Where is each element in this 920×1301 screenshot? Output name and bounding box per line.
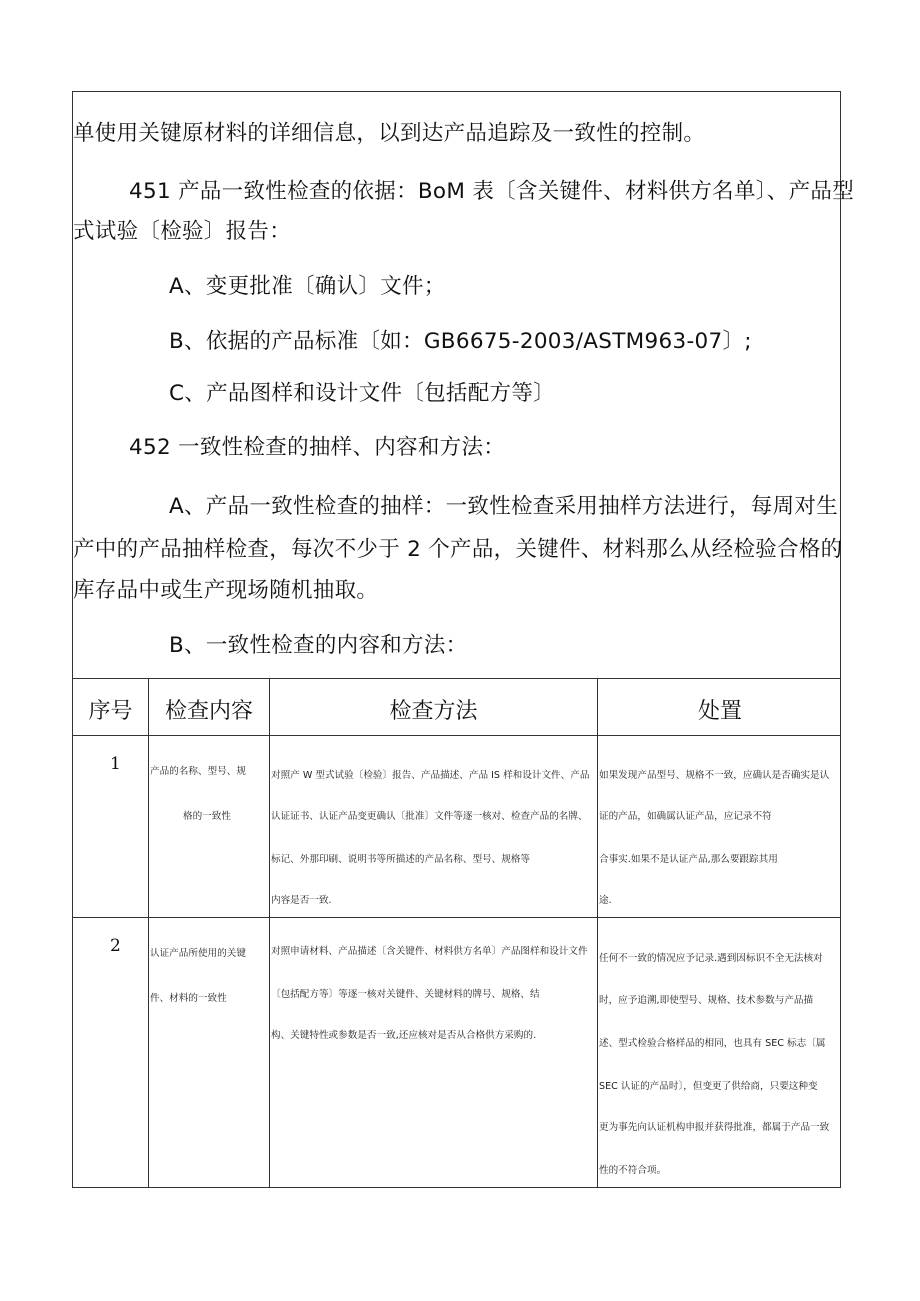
- col-divider-1: [148, 678, 149, 1188]
- row-1-action-line: 如果发现产品型号、规格不一致，应确认是否确实是认: [599, 770, 830, 781]
- row-2-content-line: 件、材料的一致性: [150, 993, 227, 1004]
- col-divider-3: [597, 678, 598, 1188]
- header-serial-number: 序号: [88, 699, 133, 724]
- row-2-action-line: 时，应予追溯,即使型号、规格、技术参数与产品描: [599, 995, 814, 1006]
- row-1-action-line: 途.: [599, 895, 612, 906]
- row-1-content-line: 产品的名称、型号、规: [150, 766, 246, 777]
- row-1-method-line: 标记、外那印刷、说明书等所描述的产品名称、型号、规格等: [271, 854, 531, 865]
- row-1-number: 1: [110, 754, 121, 774]
- row-2-method-line: 对照申请材料、产品描述〔含关键件、材料供方名单〕产品图样和设计文件: [271, 946, 588, 957]
- row-1-method-line: 对照产 W 型式试验〔检验〕报告、产品描述、产品 IS 样和设计文件、产品: [271, 770, 590, 781]
- table-header-divider: [73, 735, 840, 736]
- item-a-change-approval: A、变更批准〔确认〕文件；: [169, 274, 446, 299]
- col-divider-2: [269, 678, 270, 1188]
- row-2-method-line: 构、关键特性或参数是否一致,还应核对是否从合格供方采购的.: [271, 1030, 537, 1041]
- row-1-method-line: 认证证书、认证产品变更确认〔批准〕文件等逐一核对、检查产品的名牌、: [271, 811, 588, 822]
- header-inspection-method: 检查方法: [389, 699, 478, 724]
- body-line-3: 式试验〔检验〕报告：: [73, 219, 292, 244]
- content-method-heading: B、一致性检查的内容和方法：: [169, 633, 468, 658]
- row-1-content-line: 格的一致性: [183, 811, 231, 822]
- sampling-line-2: 产中的产品抽样检查，每次不少于 2 个产品，关键件、材料那么从经检验合格的: [73, 537, 843, 562]
- row-2-action-line: 性的不符合项。: [599, 1165, 667, 1176]
- row-2-action-line: 任何不一致的情况应予记录.遇到因标识不全无法核对: [599, 953, 823, 964]
- row-1-method-line: 内容是否一致.: [271, 895, 332, 906]
- row-2-content-line: 认证产品所使用的关键: [150, 948, 246, 959]
- sampling-line-1: A、产品一致性检查的抽样：一致性检查采用抽样方法进行，每周对生: [169, 494, 839, 519]
- sampling-line-3: 库存品中或生产现场随机抽取。: [73, 578, 379, 603]
- row-2-action-line: SEC 认证的产品时〕，但变更了供给商，只要这种变: [599, 1081, 818, 1092]
- body-line-1: 单使用关键原材料的详细信息，以到达产品追踪及一致性的控制。: [73, 121, 706, 146]
- row-1-action-line: 合事实.如果不是认证产品,那么要跟踪其用: [599, 854, 778, 865]
- header-inspection-content: 检查内容: [164, 699, 253, 724]
- table-top-border: [73, 678, 840, 679]
- document-frame: [72, 91, 855, 1188]
- section-452-heading: 452 一致性检查的抽样、内容和方法：: [129, 435, 506, 460]
- table-row-divider: [73, 917, 840, 918]
- row-2-action-line: 述、型式检验合格样品的相同，也具有 SEC 标志〔属: [599, 1038, 826, 1049]
- header-disposition: 处置: [697, 699, 742, 724]
- item-c-drawings: C、产品图样和设计文件〔包括配方等〕: [169, 381, 555, 406]
- row-2-number: 2: [110, 936, 121, 956]
- row-1-action-line: 证的产品，如确属认证产品，应记录不符: [599, 811, 772, 822]
- item-b-product-standard: B、依据的产品标准〔如：GB6675-2003/ASTM963-07〕;: [169, 329, 752, 354]
- section-451-heading: 451 产品一致性检查的依据：BoM 表〔含关键件、材料供方名单〕、产品型: [129, 179, 855, 204]
- row-2-action-line: 更为事先向认证机构申报并获得批准，都属于产品一致: [599, 1122, 830, 1133]
- row-2-method-line: 〔包括配方等〕等逐一核对关键件、关键材料的牌号、规格、结: [271, 989, 540, 1000]
